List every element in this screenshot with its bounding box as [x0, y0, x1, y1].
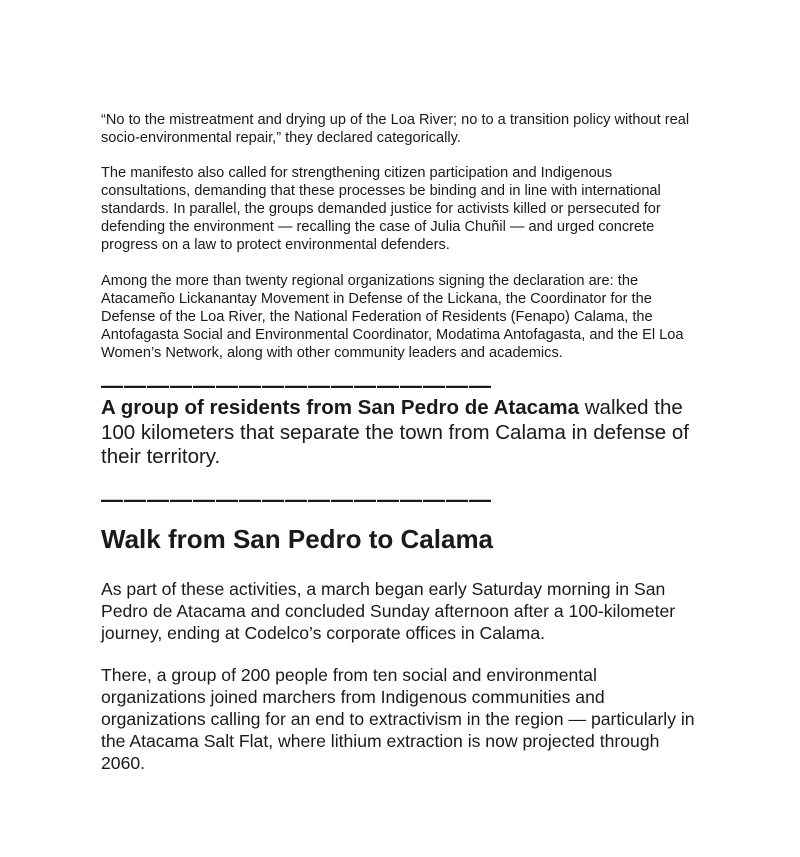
section-heading: Walk from San Pedro to Calama [101, 523, 494, 554]
quote-paragraph: “No to the mistreatment and drying up of the Loa River; no to a transition policy without real socio-environmental repair,” they declared categorically. [101, 112, 690, 146]
section-divider: ————————————————— [101, 373, 492, 398]
section-divider: ————————————————— [101, 486, 492, 512]
manifesto-paragraph: The manifesto also called for strengthening citizen participation and Indigenous consultations, demanding that these processes be binding and in line with international standards. In parallel, the groups demanded justice for activists killed or persecuted for defending the environment — recalling the case of Julia Chuñil — and urged concrete progress on a law to protect environmental defenders. [101, 165, 661, 253]
pullquote-rest: walked the 100 kilometers that separate the town from Calama in defense of their territory. [101, 396, 689, 468]
article-body [101, 111, 701, 794]
organizations-paragraph: Among the more than twenty regional organizations signing the declaration are: the Atacameño Lickanantay Movement in Defense of the Lickana, the Coordinator for the Defense of the Loa River, the National Federation of Residents (Fenapo) Calama, the Antofagasta Social and Environmental Coordinator, Modatima Antofagasta, and the El Loa Women’s Network, along with other community leaders and academics. [101, 273, 684, 361]
march-paragraph: As part of these activities, a march began early Saturday morning in San Pedro de Atacama and concluded Sunday afternoon after a 100-kilometer journey, ending at Codelco’s corporate offices in Calama. [101, 578, 676, 643]
gathering-paragraph: There, a group of 200 people from ten social and environmental organizations joined marchers from Indigenous communities and organizations calling for an end to extractivism in the region — particularly in the Atacama Salt Flat, where lithium extraction is now projected through 2060. [101, 664, 695, 773]
pullquote [101, 396, 701, 470]
pullquote-bold: A group of residents from San Pedro de Atacama [101, 396, 580, 419]
